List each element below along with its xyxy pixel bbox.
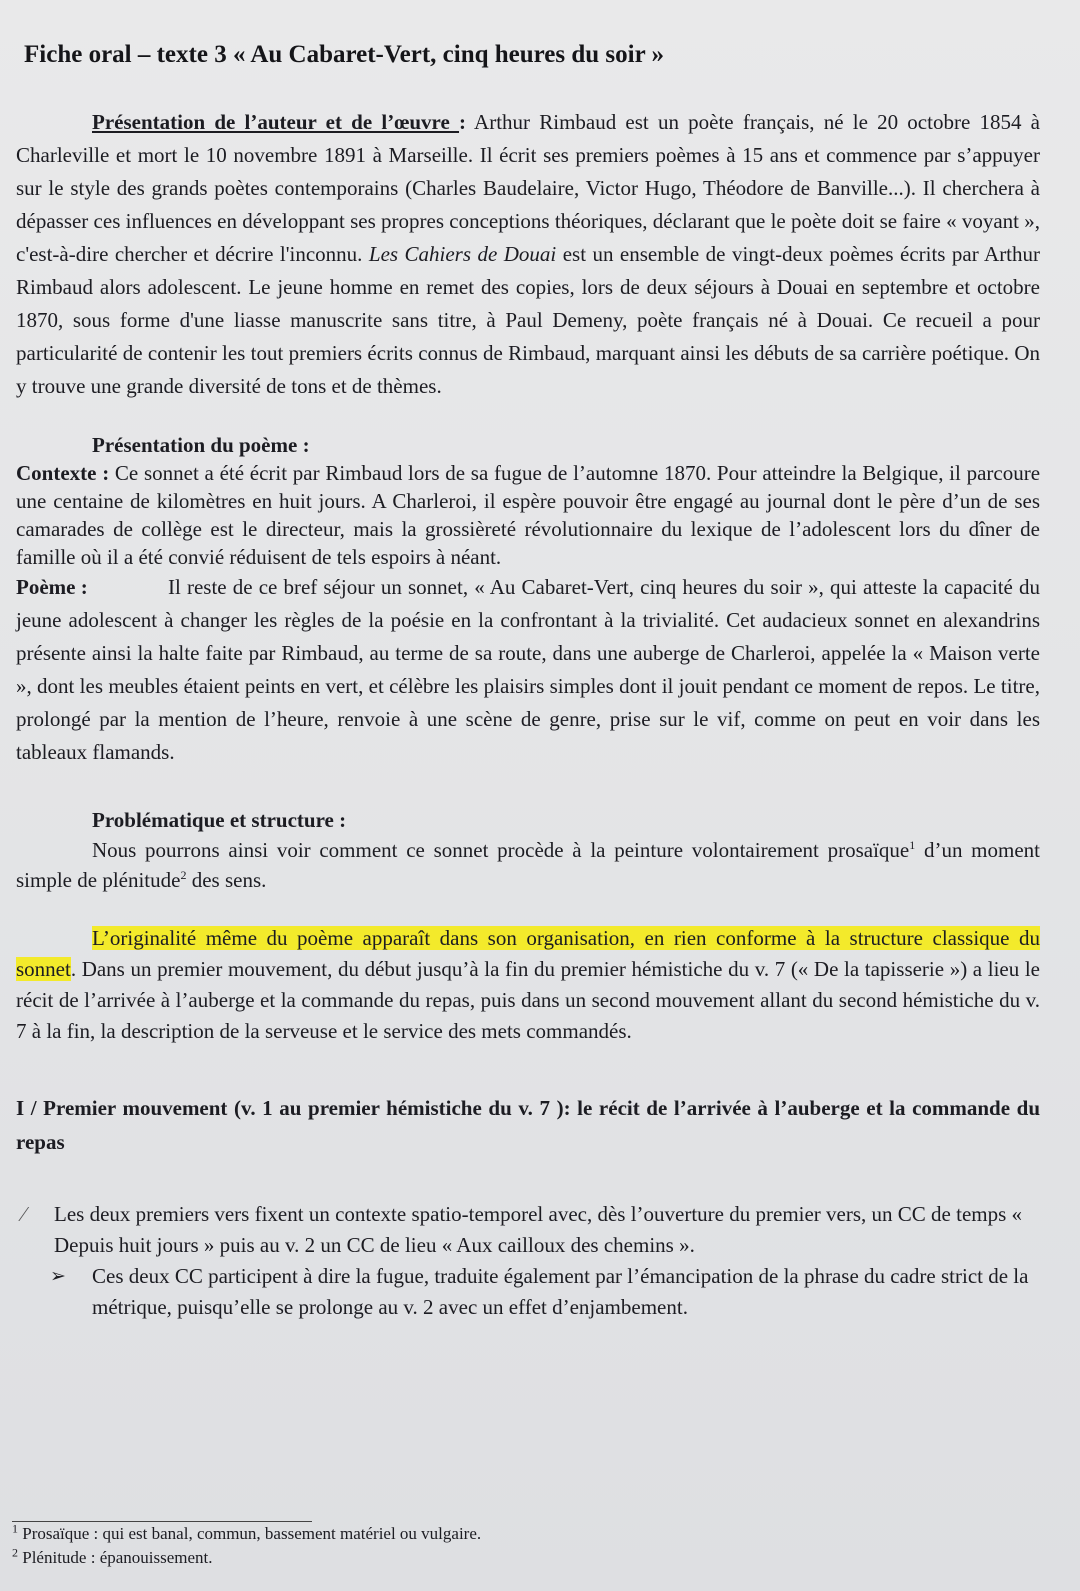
footnote-text: Prosaïque : qui est banal, commun, bassement matériel ou vulgaire. <box>18 1524 482 1543</box>
list-item <box>22 1199 1040 1261</box>
footnotes <box>12 1522 1040 1570</box>
sub-bullet-text: Ces deux CC participent à dire la fugue, traduite également par l’émancipation de la phrase du cadre strict de la métrique, puisqu’elle se prolonge au v. 2 avec un effet d’enjambement. <box>92 1264 1029 1319</box>
footnote-text: Plénitude : épanouissement. <box>18 1548 213 1567</box>
footnote-number: 2 <box>12 1545 18 1560</box>
highlighted-text: L’originalité même du poème apparaît dans son organisation, en rien conforme à la structure classique du sonnet <box>16 926 1040 981</box>
poem-presentation-heading: Présentation du poème : <box>92 433 310 457</box>
page-title: Fiche oral – texte 3 « Au Cabaret-Vert, cinq heures du soir » <box>24 41 665 68</box>
problematique-heading: Problématique et structure : <box>92 808 347 832</box>
bullet-tick-icon: ⁄ <box>22 1202 26 1226</box>
problematique-text-c: des sens. <box>186 868 267 892</box>
poem-label: Poème : <box>16 575 88 599</box>
poem-paragraph <box>16 571 1040 769</box>
problematique-section <box>16 805 1040 1047</box>
footnote-1 <box>12 1522 1040 1546</box>
poem-presentation-section <box>16 431 1040 769</box>
work-title: Les Cahiers de Douai <box>368 242 557 266</box>
author-presentation-text-1: Arthur Rimbaud est un poète français, né le 20 octobre 1854 à Charleville et mort le 10 novembre 1891 à Marseille. Il écrit ses premiers poèmes à 15 ans et commence par s’appuyer sur le style des grands poètes contemporains (Charles Baudelaire, Victor Hugo, Théodore de Banville...). Il cherchera à dépasser ces influences en développant ses propres conceptions théoriques, déclarant que le poète doit se faire « voyant », c'est-à-dire chercher et décrire l'inconnu. <box>16 110 1040 266</box>
arrow-bullet-icon: ➢ <box>50 1266 66 1287</box>
footnote-number: 1 <box>12 1521 18 1536</box>
poem-text: Il reste de ce bref séjour un sonnet, « Au Cabaret-Vert, cinq heures du soir », qui atteste la capacité du jeune adolescent à changer les règles de la poésie en la confrontant à la trivialité. Cet audacieux sonnet en alexandrins présente ainsi la halte faite par Rimbaud, au terme de sa route, dans une auberge de Charleroi, appelée la « Maison verte », dont les meubles étaient peints en vert, et célèbre les plaisirs simples dont il jouit pendant ce moment de repos. Le titre, prolongé par la mention de l’heure, renvoie à une scène de genre, prise sur le vif, comme on peut en voir dans les tableaux flamands. <box>16 575 1040 764</box>
author-presentation-colon: : <box>459 110 467 134</box>
footnote-ref-2: 2 <box>180 868 187 882</box>
first-movement-heading: I / Premier mouvement (v. 1 au premier hémistiche du v. 7 ): le récit de l’arrivée à l’auberge et la commande du repas <box>16 1096 1040 1154</box>
context-label: Contexte : <box>16 461 110 485</box>
problematique-text-a: Nous pourrons ainsi voir comment ce sonnet procède à la peinture volontairement prosaïque <box>92 838 910 862</box>
structure-paragraph <box>16 923 1040 1047</box>
structure-text: . Dans un premier mouvement, du début jusqu’à la fin du premier hémistiche du v. 7 (« De la tapisserie ») a lieu le récit de l’arrivée à l’auberge et la commande du repas, puis dans un second mouvement allant du second hémistiche du v. 7 à la fin, la description de la serveuse et le service des mets commandés. <box>16 957 1040 1043</box>
context-text: Ce sonnet a été écrit par Rimbaud lors de sa fugue de l’automne 1870. Pour atteindre la Belgique, il parcoure une centaine de kilomètres en huit jours. A Charleroi, il espère pouvoir être engagé au journal dont le père d’un de ses camarades de collège est le directeur, mais la grossièreté révolutionnaire du lexique de l’adolescent lors du dîner de famille où il a été convié réduisent de tels espoirs à néant. <box>16 461 1041 569</box>
footnote-ref-1: 1 <box>909 838 916 852</box>
list-item-nested <box>50 1261 1040 1323</box>
author-presentation <box>16 106 1040 403</box>
author-presentation-label: Présentation de l’auteur et de l’œuvre <box>92 110 460 134</box>
author-presentation-text-2: est un ensemble de vingt-deux poèmes écrits par Arthur Rimbaud alors adolescent. Le jeune homme en remet des copies, lors de deux séjours à Douai en septembre et octobre 1870, sous forme d'une liasse manuscrite sans titre, à Paul Demeny, poète français né à Douai. Ce recueil a pour particularité de contenir les tout premiers écrits connus de Rimbaud, marquant ainsi les débuts de sa carrière poétique. On y trouve une grande diversité de tons et de thèmes. <box>16 242 1041 398</box>
footnote-2 <box>12 1546 1040 1570</box>
problematique-text-b: d’un moment simple de plénitude <box>16 838 1040 892</box>
problematique-paragraph <box>16 835 1040 895</box>
bullet-text: Les deux premiers vers fixent un contexte spatio-temporel avec, dès l’ouverture du premier vers, un CC de temps « Depuis huit jours » puis au v. 2 un CC de lieu « Aux cailloux des chemins ». <box>54 1202 1023 1257</box>
context-paragraph <box>16 459 1040 571</box>
